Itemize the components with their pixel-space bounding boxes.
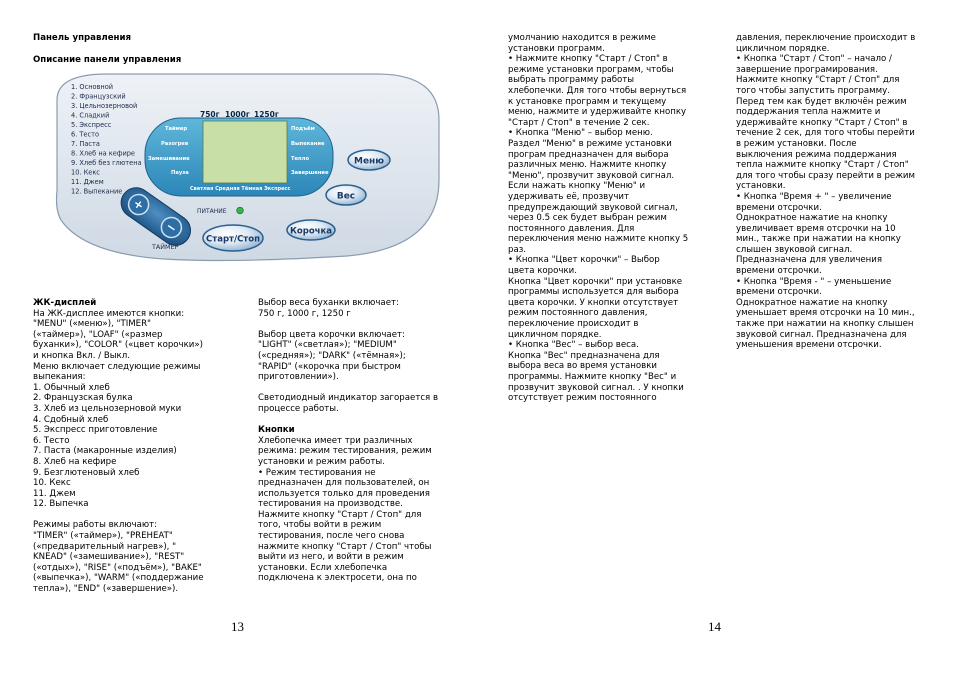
text-line: 7. Паста (макаронные изделия): [33, 446, 177, 457]
program-item: 4. Сладкий: [71, 111, 110, 120]
right-column-1: умолчанию находится в режиме установки программ. • Нажмите кнопку "Старт / Стоп" в режиме установки программ, чтобы выбрать программу работы хлебопечки. Для того чтобы вернуться к установке программ и текущему меню, нажмите и удерживайте кнопку "Старт / Стоп" в течение 2 сек. • Кнопка "Меню" – выбор меню. Раздел "Меню" в режиме установки програм предназначен для выбора различных меню. Нажмите кнопку "Меню", прозвучит звуковой сигнал. Если нажать кнопку "Меню" и удерживать её, прозвучит предупреждающий звуковой сигнал, через 0.5 сек будет выбран режим постоянного давления. Для переключения меню нажмите кнопку 5 раз. • Кнопка "Цвет корочки" – Выбор цвета корочки. Кнопка "Цвет корочки" при установке программы используется для выбора цвета корочки. У кнопки отсутствует режим постоянного давления, переключение происходит в цикличном порядке. • Кнопка "Вес" – выбор веса. Кнопка "Вес" предназначена для выбора веса во время установки программы. Нажмите кнопку "Вес" и прозвучит звуковой сигнал. . У кнопки отсутствует режим постоянного: [508, 33, 689, 404]
control-panel-illustration: [47, 70, 445, 265]
text-line: 6. Тесто: [33, 435, 70, 446]
program-item: 5. Экспресс: [71, 121, 112, 129]
text-line: нажмите кнопку "Старт / Стоп" чтобы: [258, 541, 432, 552]
start-stop-button-label: Старт/Стоп: [206, 234, 260, 245]
text-line: ЖК-дисплей: [33, 298, 97, 308]
heading-panel: Панель управления: [33, 33, 132, 43]
program-item: 11. Джем: [71, 178, 104, 186]
lcd-label-left: Замешивание: [148, 156, 190, 162]
lcd-screen: [203, 121, 287, 183]
program-item: 9. Хлеб без глютена: [71, 159, 142, 167]
program-item: 1. Основной: [71, 83, 114, 91]
weight-label: 750г: [200, 110, 220, 119]
text-line: Нажмите кнопку "Старт / Стоп" для: [258, 509, 422, 520]
program-item: 6. Тесто: [71, 130, 99, 139]
text-line: того, чтобы войти в режим: [258, 520, 382, 531]
text-line: предназначен для пользователей, он: [258, 478, 430, 489]
program-item: 2. Французский: [71, 92, 126, 101]
weight-label: 1250г: [254, 110, 279, 119]
lcd-label-right: Тепло: [291, 156, 310, 162]
text-line: используется только для проведения: [258, 488, 430, 499]
program-item: 7. Паста: [71, 140, 100, 148]
left-column-2: [258, 298, 458, 584]
text-line: подключена к электросети, она по: [258, 573, 417, 584]
text-line: и кнопка Вкл. / Выкл.: [33, 350, 130, 361]
text-line: "MENU" («меню»), "TIMER": [33, 319, 152, 330]
lcd-label-left: Разогрев: [161, 141, 189, 147]
text-line: тепла»), "END" («завершение»).: [33, 584, 179, 595]
text-line: 3. Хлеб из цельнозерновой муки: [33, 403, 182, 414]
program-item: 8. Хлеб на кефире: [71, 149, 135, 158]
weight-labels: [200, 110, 279, 119]
power-led: [237, 207, 244, 214]
text-line: приготовлении»).: [258, 372, 339, 383]
text-line: («таймер»), "LOAF" («размер: [33, 329, 163, 340]
text-line: На ЖК-дисплее имеются кнопки:: [33, 308, 185, 319]
text-line: процессе работы.: [258, 403, 339, 414]
text-line: («предварительный нагрев»), ": [33, 541, 177, 552]
page-number-left: 13: [231, 619, 244, 634]
text-line: 4. Сдобный хлеб: [33, 414, 109, 425]
text-line: режима: режим тестирования, режим: [258, 446, 432, 457]
text-line: установки. Если хлебопечка: [258, 562, 388, 573]
text-line: Выбор веса буханки включает:: [258, 298, 399, 308]
power-label: ПИТАНИЕ: [197, 208, 227, 215]
lcd-label-right: Выпекание: [291, 141, 325, 147]
text-line: Режимы работы включают:: [33, 520, 158, 531]
text-line: выпекания:: [33, 372, 86, 383]
lcd-crust-labels: Светлая Средняя Тёмная Экспресс: [190, 186, 291, 192]
text-line: KNEAD" («замешивание»), "REST": [33, 552, 185, 563]
text-line: "RAPID" («корочка при быстром: [258, 361, 401, 372]
text-line: («выпечка»), "WARM" («поддержание: [33, 573, 204, 584]
timer-label: ТАЙМЕР: [152, 243, 179, 251]
text-line: 9. Безглютеновый хлеб: [33, 467, 140, 478]
text-line: 2. Французская булка: [33, 393, 133, 404]
menu-button-label: Меню: [353, 156, 385, 167]
text-line: 750 г, 1000 г, 1250 г: [258, 308, 351, 319]
text-line: тестирования на производстве.: [258, 499, 403, 510]
text-line: 5. Экспресс приготовление: [33, 425, 158, 436]
text-line: Меню включает следующие режимы: [33, 361, 201, 372]
text-line: тестирования, после чего снова: [258, 531, 405, 542]
lcd-label-right: Завершение: [291, 170, 329, 176]
text-line: установки и режим работы.: [258, 456, 385, 467]
weight-button-label: Вес: [336, 191, 356, 202]
lcd-label-left: Таймер: [165, 126, 188, 132]
text-line: выйти из него, и войти в режим: [258, 552, 404, 563]
text-line: Кнопки: [258, 425, 295, 436]
text-line: Светодиодный индикатор загорается в: [258, 393, 439, 404]
text-line: 10. Кекс: [33, 478, 71, 489]
text-line: • Режим тестирования не: [258, 467, 376, 478]
heading-description: Описание панели управления: [33, 55, 182, 65]
timer-minus-label: −: [163, 218, 180, 237]
lcd-label-right: Подъём: [291, 126, 315, 132]
text-line: "LIGHT" («светлая»); "MEDIUM": [258, 340, 397, 351]
text-line: («средняя»); "DARK" («тёмная»);: [258, 350, 406, 361]
text-line: Выбор цвета корочки включает:: [258, 329, 405, 340]
text-line: 1. Обычный хлеб: [33, 382, 110, 393]
weight-label: 1000г: [225, 110, 250, 119]
page-number-right: 14: [708, 619, 721, 634]
left-column-1: [33, 298, 248, 595]
program-item: 12. Выпекание: [71, 187, 123, 196]
text-line: Хлебопечка имеет три различных: [258, 435, 413, 446]
text-line: 8. Хлеб на кефире: [33, 456, 117, 467]
text-line: "TIMER" («таймер»), "PREHEAT": [33, 531, 173, 542]
text-line: 12. Выпечка: [33, 499, 89, 510]
program-item: 10. Кекс: [71, 168, 100, 177]
crust-button-label: Корочка: [289, 226, 333, 237]
text-line: буханки»), "COLOR" («цвет корочки»): [33, 340, 203, 351]
text-line: («отдых»), "RISE" («подъём»), "BAKE": [33, 562, 202, 573]
right-column-2: давления, переключение происходит в цикличном порядке. • Кнопка "Старт / Стоп" – начало / завершение програмирования. Нажмите кнопку "Старт / Стоп" для того чтобы запустить программу. Перед тем как будет включён режим поддержания тепла нажмите и удерживайте кнопку "Старт / Стоп" в течение 2 сек, для того чтобы перейти в режим установки. После выключения режима поддержания тепла нажмите кнопку "Старт / Стоп" для того чтобы сразу перейти в режим установки. • Кнопка "Время + " – увеличение времени отсрочки. Однократное нажатие на кнопку увеличивает время отсрочки на 10 мин., также при нажатии на кнопку слышен звуковой сигнал. Предназначена для увеличения времени отсрочки. • Кнопка "Время - " – уменьшение времени отсрочки. Однократное нажатие на кнопку уменьшает время отсрочки на 10 мин., также при нажатии на кнопку слышен звуковой сигнал. Предназначена для уменьшения времени отсрочки.: [736, 33, 916, 351]
text-line: 11. Джем: [33, 488, 76, 499]
program-item: 3. Цельнозерновой: [71, 102, 138, 110]
timer-plus-label: +: [130, 195, 147, 214]
lcd-label-left: Пауза: [171, 170, 189, 176]
